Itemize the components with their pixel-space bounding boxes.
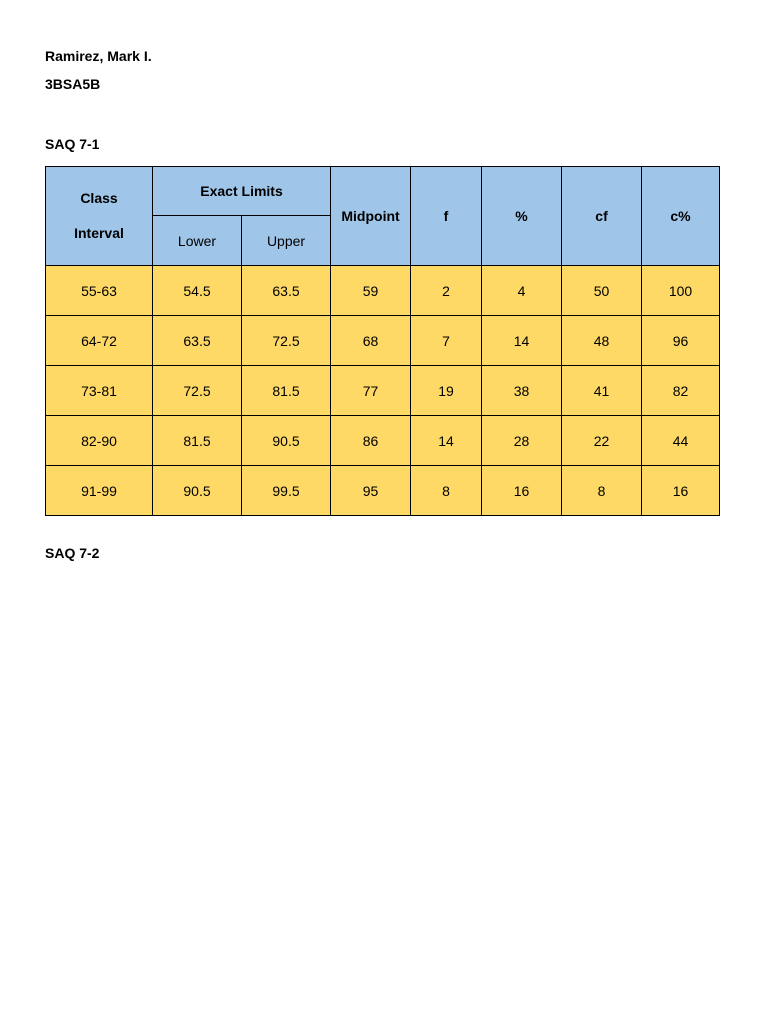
cell-lower: 63.5: [153, 316, 242, 366]
student-name: Ramirez, Mark I.: [45, 48, 152, 64]
header-cf: cf: [562, 167, 642, 266]
cell-cf: 41: [562, 366, 642, 416]
cell-lower: 90.5: [153, 466, 242, 516]
cell-percent: 14: [482, 316, 562, 366]
cell-midpoint: 77: [331, 366, 411, 416]
cell-f: 8: [411, 466, 482, 516]
frequency-distribution-table: [45, 166, 720, 516]
cell-upper: 81.5: [242, 366, 331, 416]
cell-class-interval: 91-99: [46, 466, 153, 516]
cell-midpoint: 59: [331, 266, 411, 316]
cell-class-interval: 55-63: [46, 266, 153, 316]
cell-cpercent: 16: [642, 466, 720, 516]
cell-midpoint: 86: [331, 416, 411, 466]
cell-lower: 72.5: [153, 366, 242, 416]
cell-cf: 50: [562, 266, 642, 316]
cell-midpoint: 95: [331, 466, 411, 516]
header-lower: Lower: [153, 216, 242, 266]
header-cpercent: c%: [642, 167, 720, 266]
cell-f: 7: [411, 316, 482, 366]
cell-lower: 81.5: [153, 416, 242, 466]
header-f: f: [411, 167, 482, 266]
cell-lower: 54.5: [153, 266, 242, 316]
table-row: [46, 416, 720, 466]
cell-upper: 72.5: [242, 316, 331, 366]
cell-midpoint: 68: [331, 316, 411, 366]
header-class-interval-line1: Class: [80, 190, 118, 206]
cell-cpercent: 44: [642, 416, 720, 466]
header-class-interval: [46, 167, 153, 266]
cell-cf: 22: [562, 416, 642, 466]
cell-cf: 8: [562, 466, 642, 516]
table-row: [46, 366, 720, 416]
cell-class-interval: 64-72: [46, 316, 153, 366]
cell-percent: 28: [482, 416, 562, 466]
table-header: [46, 167, 720, 266]
cell-percent: 4: [482, 266, 562, 316]
table-body: [46, 266, 720, 516]
cell-cpercent: 82: [642, 366, 720, 416]
table-row: [46, 266, 720, 316]
cell-class-interval: 73-81: [46, 366, 153, 416]
saq-7-2-heading: SAQ 7-2: [45, 545, 100, 561]
cell-f: 14: [411, 416, 482, 466]
cell-f: 19: [411, 366, 482, 416]
header-percent: %: [482, 167, 562, 266]
cell-f: 2: [411, 266, 482, 316]
cell-upper: 90.5: [242, 416, 331, 466]
table-row: [46, 316, 720, 366]
cell-percent: 38: [482, 366, 562, 416]
cell-cf: 48: [562, 316, 642, 366]
cell-cpercent: 100: [642, 266, 720, 316]
cell-percent: 16: [482, 466, 562, 516]
section-code: 3BSA5B: [45, 76, 101, 92]
header-upper: Upper: [242, 216, 331, 266]
header-midpoint: Midpoint: [331, 167, 411, 266]
saq-7-1-heading: SAQ 7-1: [45, 136, 100, 152]
cell-upper: 99.5: [242, 466, 331, 516]
table-row: [46, 466, 720, 516]
header-exact-limits: Exact Limits: [153, 167, 331, 216]
cell-class-interval: 82-90: [46, 416, 153, 466]
header-class-interval-line2: Interval: [74, 225, 124, 241]
cell-cpercent: 96: [642, 316, 720, 366]
cell-upper: 63.5: [242, 266, 331, 316]
